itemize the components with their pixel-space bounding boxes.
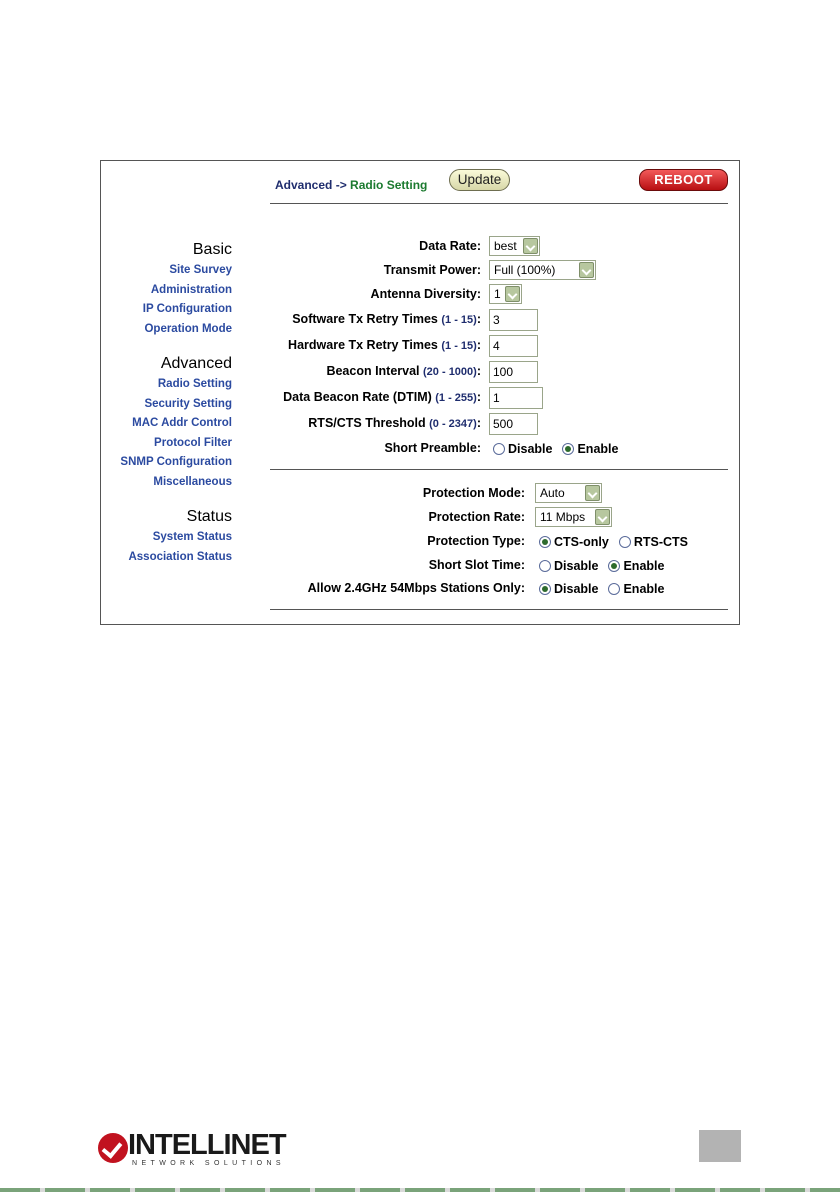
protection-cts-only-label: CTS-only (554, 535, 609, 549)
beacon-interval-input[interactable] (489, 361, 538, 383)
radio-off-icon (619, 536, 631, 548)
antenna-diversity-select[interactable] (489, 284, 522, 304)
protection-rts-cts-radio[interactable] (619, 535, 688, 549)
short-slot-enable-label: Enable (623, 559, 665, 573)
transmit-power-label: Transmit Power: (383, 263, 481, 277)
radio-on-icon (608, 560, 620, 572)
protection-type-label: Protection Type: (427, 534, 525, 548)
sw-retry-input[interactable] (489, 309, 538, 331)
breadcrumb-page: Radio Setting (350, 178, 428, 192)
bottom-border (0, 1188, 840, 1192)
row-protection-rate (261, 507, 731, 529)
row-dtim (261, 387, 731, 409)
divider-top (270, 203, 728, 204)
breadcrumb (275, 178, 427, 192)
chevron-down-icon (579, 262, 594, 278)
data-rate-value: best (494, 239, 517, 253)
sidebar-nav (101, 239, 232, 581)
g-only-enable-radio[interactable] (608, 582, 664, 596)
breadcrumb-arrow: -> (332, 178, 351, 192)
g-only-label: Allow 2.4GHz 54Mbps Stations Only: (307, 581, 525, 595)
sw-retry-label-text: Software Tx Retry Times (292, 312, 442, 326)
chevron-down-icon (505, 286, 520, 302)
breadcrumb-section: Advanced (275, 178, 333, 192)
protection-rts-cts-label: RTS-CTS (633, 535, 689, 549)
protection-rate-value: 11 Mbps (540, 510, 586, 524)
dtim-range: (1 - 255) (435, 392, 477, 404)
checkmark-logo-icon (98, 1133, 128, 1163)
nav-item-association-status[interactable]: Association Status (128, 550, 232, 563)
nav-section-status (101, 506, 232, 567)
row-sw-retry (261, 309, 731, 331)
update-button[interactable]: Update (449, 169, 510, 191)
nav-section-basic (101, 239, 232, 339)
nav-item-site-survey[interactable]: Site Survey (169, 264, 232, 276)
row-rts-threshold (261, 413, 731, 435)
nav-section-advanced (101, 353, 232, 492)
reboot-button[interactable]: REBOOT (639, 169, 728, 191)
hw-retry-label-text: Hardware Tx Retry Times (288, 338, 442, 352)
radio-off-icon (539, 560, 551, 572)
row-beacon-interval (261, 361, 731, 383)
row-short-preamble (261, 438, 731, 460)
rts-threshold-label (308, 416, 481, 430)
protection-rate-label: Protection Rate: (428, 510, 525, 524)
g-only-disable-radio[interactable] (539, 582, 598, 596)
row-short-slot (261, 555, 731, 577)
data-rate-select[interactable] (489, 236, 540, 256)
nav-item-miscellaneous[interactable]: Miscellaneous (153, 475, 232, 488)
radio-on-icon (539, 536, 551, 548)
transmit-power-select[interactable] (489, 260, 596, 280)
beacon-interval-range: (20 - 1000) (423, 366, 477, 378)
logo-tagline: NETWORK SOLUTIONS (132, 1160, 285, 1167)
rts-threshold-input[interactable] (489, 413, 538, 435)
sw-retry-colon: : (476, 312, 481, 326)
protection-cts-only-radio[interactable] (539, 535, 609, 549)
short-preamble-disable-radio[interactable] (493, 442, 552, 456)
transmit-power-value: Full (100%) (494, 263, 556, 277)
g-only-disable-label: Disable (554, 582, 599, 596)
short-preamble-label: Short Preamble: (384, 441, 481, 455)
page-number-box (699, 1130, 741, 1162)
nav-heading-basic: Basic (192, 241, 232, 258)
dtim-input[interactable] (489, 387, 543, 409)
radio-off-icon (493, 443, 505, 455)
radio-on-icon (539, 583, 551, 595)
router-config-panel (100, 160, 740, 625)
chevron-down-icon (585, 485, 600, 501)
short-slot-enable-radio[interactable] (608, 559, 664, 573)
divider-bottom (270, 609, 728, 610)
row-hw-retry (261, 335, 731, 357)
nav-heading-advanced: Advanced (160, 355, 232, 372)
beacon-interval-label (326, 364, 481, 378)
sw-retry-range: (1 - 15) (441, 314, 477, 326)
short-preamble-enable-label: Enable (577, 442, 619, 456)
beacon-interval-colon: : (476, 364, 481, 378)
rts-threshold-label-text: RTS/CTS Threshold (308, 416, 430, 430)
nav-item-snmp-configuration[interactable]: SNMP Configuration (120, 456, 232, 468)
nav-item-administration[interactable]: Administration (150, 283, 232, 296)
nav-item-mac-addr-control[interactable]: MAC Addr Control (132, 417, 232, 429)
short-slot-label: Short Slot Time: (428, 558, 525, 572)
rts-threshold-range: (0 - 2347) (429, 418, 477, 430)
nav-item-operation-mode[interactable]: Operation Mode (144, 322, 232, 335)
hw-retry-input[interactable] (489, 335, 538, 357)
antenna-diversity-value: 1 (494, 287, 501, 301)
hw-retry-range: (1 - 15) (441, 340, 477, 352)
intellinet-logo (98, 1129, 286, 1171)
hw-retry-label (288, 338, 481, 352)
nav-item-system-status[interactable]: System Status (152, 531, 232, 543)
nav-item-security-setting[interactable]: Security Setting (144, 397, 232, 410)
antenna-diversity-label: Antenna Diversity: (370, 287, 481, 301)
chevron-down-icon (523, 238, 538, 254)
nav-item-radio-setting[interactable]: Radio Setting (157, 378, 232, 390)
row-antenna-diversity (261, 284, 731, 306)
row-transmit-power (261, 260, 731, 282)
divider-middle (270, 469, 728, 470)
dtim-label-text: Data Beacon Rate (DTIM) (283, 390, 436, 404)
protection-mode-value: Auto (540, 486, 565, 500)
nav-item-protocol-filter[interactable]: Protocol Filter (154, 436, 232, 449)
short-preamble-enable-radio[interactable] (562, 442, 618, 456)
nav-heading-status: Status (186, 508, 232, 525)
protection-mode-select[interactable] (535, 483, 602, 503)
radio-off-icon (608, 583, 620, 595)
row-g-only (261, 578, 731, 600)
dtim-label (283, 390, 481, 404)
short-slot-disable-radio[interactable] (539, 559, 598, 573)
beacon-interval-label-text: Beacon Interval (326, 364, 424, 378)
row-protection-type (261, 531, 731, 553)
dtim-colon: : (476, 390, 481, 404)
rts-threshold-colon: : (476, 416, 481, 430)
protection-rate-select[interactable] (535, 507, 612, 527)
sw-retry-label (292, 312, 481, 326)
row-data-rate (261, 236, 731, 258)
protection-mode-label: Protection Mode: (422, 486, 525, 500)
hw-retry-colon: : (476, 338, 481, 352)
short-slot-disable-label: Disable (554, 559, 599, 573)
row-protection-mode (261, 483, 731, 505)
g-only-enable-label: Enable (623, 582, 665, 596)
radio-on-icon (562, 443, 574, 455)
logo-wordmark: INTELLINET (128, 1129, 286, 1161)
chevron-down-icon (595, 509, 610, 525)
data-rate-label: Data Rate: (419, 239, 481, 253)
short-preamble-disable-label: Disable (508, 442, 553, 456)
nav-item-ip-configuration[interactable]: IP Configuration (142, 303, 232, 315)
